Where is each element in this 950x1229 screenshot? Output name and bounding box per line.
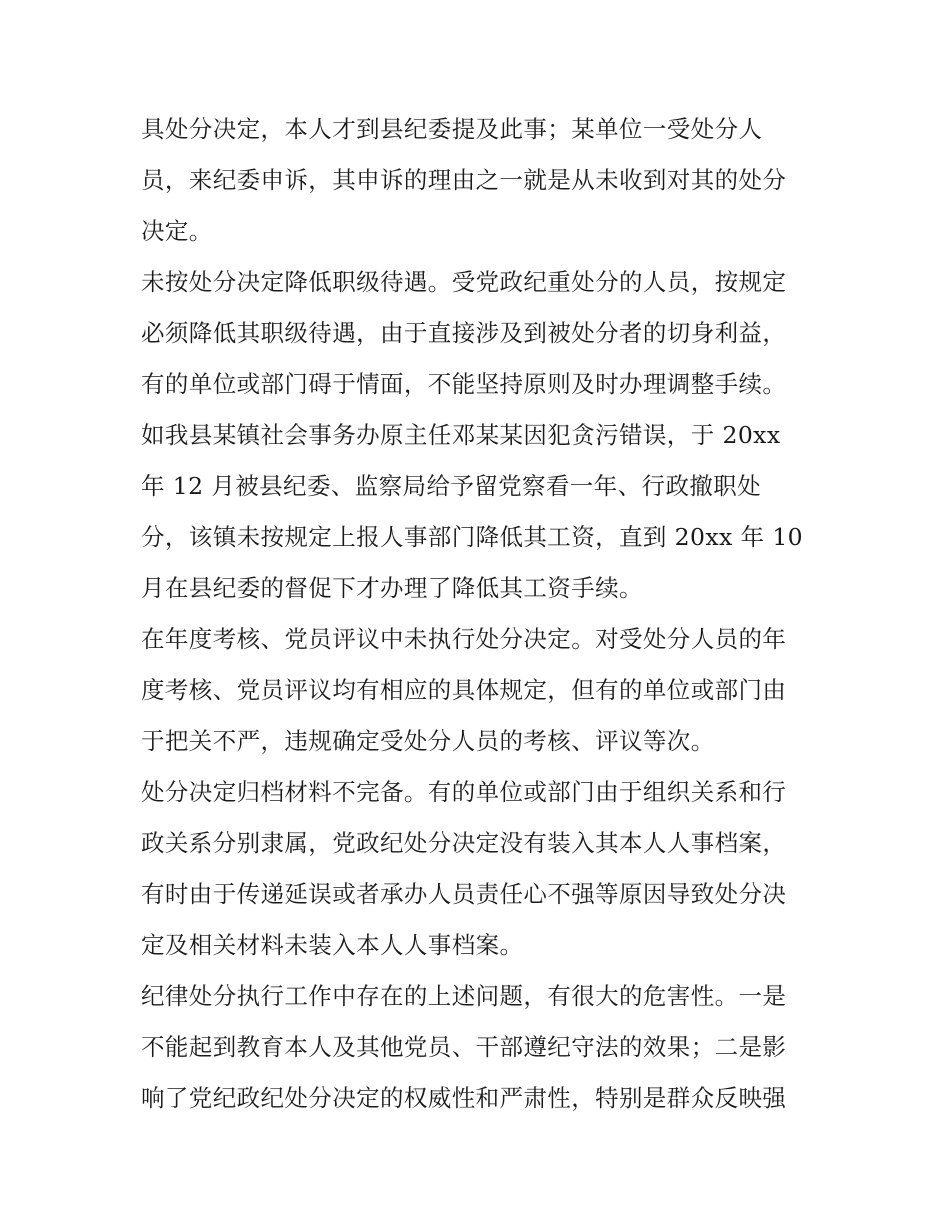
text-line: 于把关不严，违规确定受处分人员的考核、评议等次。	[141, 727, 715, 755]
text-line: 有时由于传递延误或者承办人员责任心不强等原因导致处分决	[141, 880, 787, 908]
text-line: 具处分决定，本人才到县纪委提及此事；某单位一受处分人	[141, 115, 763, 143]
text-line: 有的单位或部门碍于情面，不能坚持原则及时办理调整手续。	[141, 370, 787, 398]
text-line: 纪律处分执行工作中存在的上述问题，有很大的危害性。一是	[141, 982, 787, 1010]
text-line: 不能起到教育本人及其他党员、干部遵纪守法的效果；二是影	[141, 1033, 787, 1061]
text-line: 度考核、党员评议均有相应的具体规定，但有的单位或部门由	[141, 676, 787, 704]
text-line: 在年度考核、党员评议中未执行处分决定。对受处分人员的年	[141, 625, 787, 653]
text-line: 年 12 月被县纪委、监察局给予留党察看一年、行政撤职处	[141, 472, 762, 500]
text-line: 必须降低其职级待遇，由于直接涉及到被处分者的切身利益，	[141, 319, 787, 347]
text-line: 员，来纪委申诉，其申诉的理由之一就是从未收到对其的处分	[141, 166, 787, 194]
text-line: 分，该镇未按规定上报人事部门降低其工资，直到 20xx 年 10	[141, 523, 804, 551]
text-line: 响了党纪政纪处分决定的权威性和严肃性，特别是群众反映强	[141, 1084, 787, 1112]
text-line: 决定。	[141, 217, 213, 245]
text-line: 如我县某镇社会事务办原主任邓某某因犯贪污错误，于 20xx	[141, 421, 781, 449]
text-line: 处分决定归档材料不完备。有的单位或部门由于组织关系和行	[141, 778, 787, 806]
text-line: 未按处分决定降低职级待遇。受党政纪重处分的人员，按规定	[141, 268, 787, 296]
text-line: 政关系分别隶属，党政纪处分决定没有装入其本人人事档案，	[141, 829, 787, 857]
text-line: 定及相关材料未装入本人人事档案。	[141, 931, 524, 959]
text-line: 月在县纪委的督促下才办理了降低其工资手续。	[141, 574, 643, 602]
document-body	[141, 104, 821, 1124]
